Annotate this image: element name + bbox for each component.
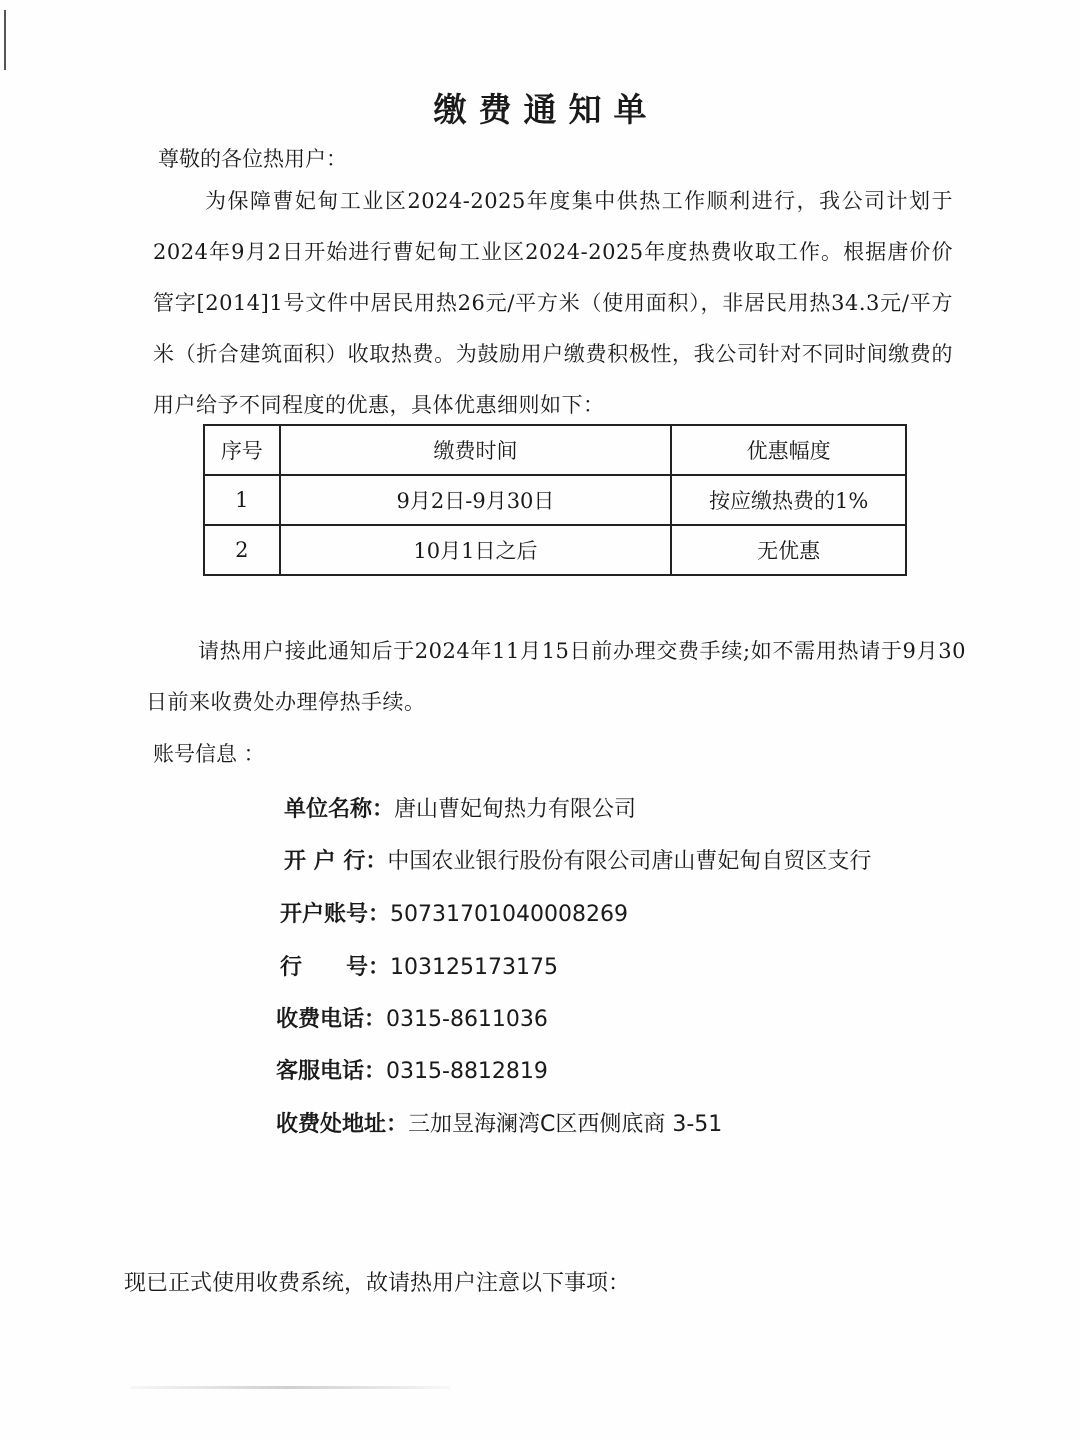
service-phone-value: 0315-8812819 [386,1059,548,1084]
address-value: 三加昱海澜湾C区西侧底商 3-51 [408,1112,723,1137]
account-info-label: 账号信息 ： [153,742,265,766]
unit-name-line [284,792,636,823]
final-note: 现已正式使用收费系统，故请热用户注意以下事项： [124,1271,631,1296]
fee-phone-value: 0315-8611036 [386,1007,548,1032]
table-cell: 按应缴热费的1% [671,475,906,525]
table-header-cell: 优惠幅度 [671,425,906,475]
scan-edge-mark [4,10,6,70]
service-phone-label: 客服电话： [276,1059,387,1084]
bank-line [284,844,871,875]
fee-phone-label: 收费电话： [276,1007,387,1032]
bank-code-line [280,950,558,981]
discount-table [203,424,907,576]
account-number-label: 开户账号： [280,902,391,927]
table-row [204,475,906,525]
table-header-row [204,425,906,475]
bank-code-value: 103125173175 [390,955,558,980]
table-row [204,525,906,575]
unit-name-label: 单位名称： [284,797,395,822]
unit-name-value: 唐山曹妃甸热力有限公司 [394,797,637,822]
fee-phone-line [276,1002,548,1033]
document-title: 缴费通知单 [433,90,659,129]
service-phone-line [276,1054,548,1085]
salutation: 尊敬的各位热用户： [158,147,347,171]
address-label: 收费处地址： [276,1112,409,1137]
account-number-value: 50731701040008269 [390,902,628,927]
table-cell: 2 [204,525,280,575]
table-header-cell: 序号 [204,425,280,475]
bank-value: 中国农业银行股份有限公司唐山曹妃甸自贸区支行 [387,849,872,874]
bank-code-label: 行 号： [280,955,391,980]
table-header-cell: 缴费时间 [280,425,672,475]
scan-smudge [130,1386,450,1389]
table-cell: 9月2日-9月30日 [280,475,672,525]
table-cell: 10月1日之后 [280,525,672,575]
bank-label: 开 户 行： [284,849,388,874]
address-line [276,1107,722,1138]
table-cell: 无优惠 [671,525,906,575]
intro-paragraph: 为保障曹妃甸工业区2024-2025年度集中供热工作顺利进行，我公司计划于2024年9月2日开始进行曹妃甸工业区2024-2025年度热费收取工作。根据唐价价管字[2014]1号文件中居民用热26元/平方米（使用面积），非居民用热34.3元/平方米（折合建筑面积）收取热费。为鼓励用户缴费积极性，我公司针对不同时间缴费的用户给予不同程度的优惠，具体优惠细则如下： [153,189,953,417]
table-cell: 1 [204,475,280,525]
account-number-line [280,897,628,928]
deadline-paragraph: 请热用户接此通知后于2024年11月15日前办理交费手续;如不需用热请于9月30日前来收费处办理停热手续。 [146,639,966,714]
